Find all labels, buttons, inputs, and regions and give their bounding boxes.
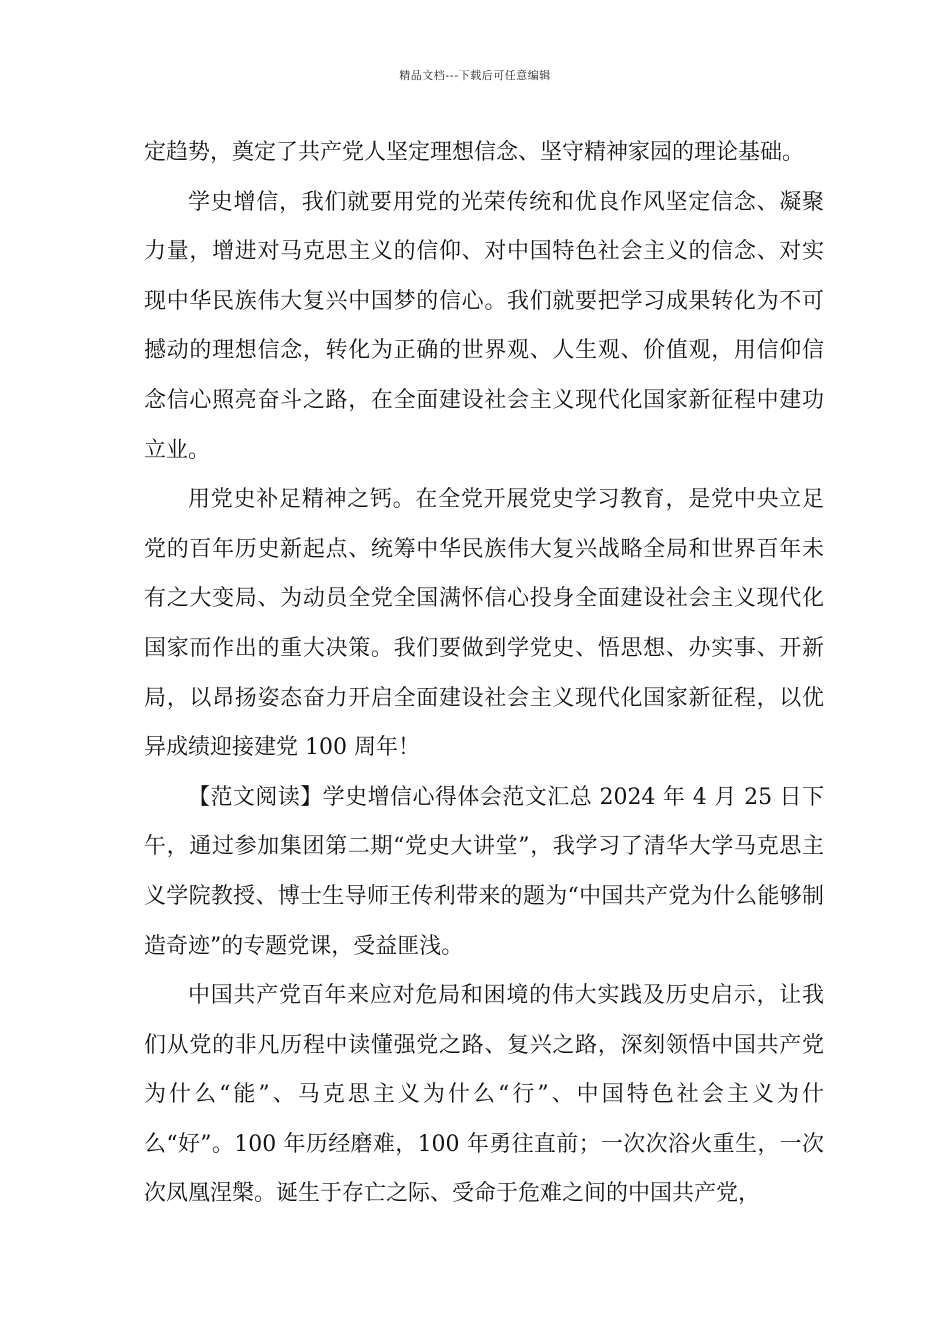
paragraph-continued: 定趋势，奠定了共产党人坚定理想信念、坚守精神家园的理论基础。 bbox=[144, 140, 805, 165]
paragraph: 【范文阅读】学史增信心得体会范文汇总 2024 年 4 月 25 日下午，通过参加集团第二期“党史大讲堂”，我学习了清华大学马克思主义学院教授、博士生导师王传利带来的题为“中国共产党为什么能够制造奇迹”的专题党课，受益匪浅。 bbox=[144, 784, 824, 959]
document-body bbox=[144, 128, 824, 1219]
paragraph: 学史增信，我们就要用党的光荣传统和优良作风坚定信念、凝聚力量，增进对马克思主义的信仰、对中国特色社会主义的信念、对实现中华民族伟大复兴中国梦的信心。我们就要把学习成果转化为不可撼动的理想信念，转化为正确的世界观、人生观、价值观，用信仰信念信心照亮奋斗之路，在全面建设社会主义现代化国家新征程中建功立业。 bbox=[144, 189, 824, 463]
paragraph: 中国共产党百年来应对危局和困境的伟大实践及历史启示，让我们从党的非凡历程中读懂强党之路、复兴之路，深刻领悟中国共产党为什么“能”、马克思主义为什么“行”、中国特色社会主义为什么“好”。100 年历经磨难，100 年勇往直前；一次次浴火重生，一次次凤凰涅槃。诞生于存亡之际、受命于危难之间的中国共产党， bbox=[144, 983, 824, 1207]
paragraph: 用党史补足精神之钙。在全党开展党史学习教育，是党中央立足党的百年历史新起点、统筹中华民族伟大复兴战略全局和世界百年未有之大变局、为动员全党全国满怀信心投身全面建设社会主义现代化国家而作出的重大决策。我们要做到学党史、悟思想、办实事、开新局，以昂扬姿态奋力开启全面建设社会主义现代化国家新征程，以优异成绩迎接建党 100 周年！ bbox=[144, 487, 824, 761]
page-header: 精品文档---下载后可任意编辑 bbox=[399, 69, 551, 82]
